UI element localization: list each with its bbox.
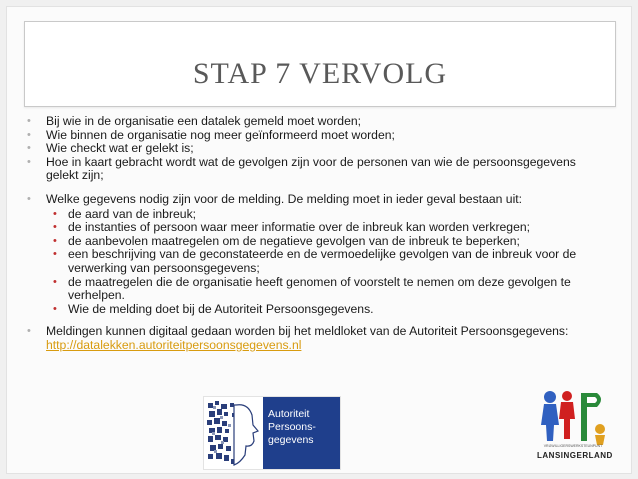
lans-subtitle: VRIJWILLIGERSWERKSTEUNPUNT (543, 444, 603, 448)
autoriteit-persoonsgegevens-logo (203, 396, 341, 470)
list-item: • Wie checkt wat er gelekt is; (27, 141, 194, 156)
sub-list-item: • de aard van de inbreuk; (53, 206, 197, 221)
lans-name: LANSINGERLAND (537, 451, 613, 460)
bullet-dot-icon: • (27, 192, 31, 205)
sub-list-item: • Wie de melding doet bij de Autoriteit Persoonsgegevens. (53, 301, 374, 316)
ap-label-panel: Autoriteit Persoons- gegevens (263, 397, 340, 469)
bullet-dot-icon: • (27, 142, 31, 155)
list-item: • Bij wie in de organisatie een datalek gemeld moet worden; (27, 114, 362, 128)
sub-list-item: • de maatregelen die de organisatie heeft genomen of voorstelt te nemen om deze gevolgen te verhelpen. (53, 274, 571, 303)
bullet-dot-icon: • (27, 128, 31, 141)
bullet-list-group1 (26, 115, 606, 183)
lansingerland-logo (537, 389, 613, 469)
sub-bullet-dot-icon: • (53, 234, 57, 247)
sub-list-item: • de instanties of persoon waar meer informatie over de inbreuk kan worden verkregen; (53, 220, 531, 235)
meldloket-link[interactable]: http://datalekken.autoriteitpersoonsgegevens.nl (46, 337, 302, 352)
slide-content (26, 115, 606, 353)
sub-bullet-dot-icon: • (53, 207, 57, 220)
sub-bullet-dot-icon: • (53, 275, 57, 288)
bullet-dot-icon: • (27, 155, 31, 168)
title-box (24, 21, 616, 107)
sub-list-item: • de aanbevolen maatregelen om de negatieve gevolgen van de inbreuk te beperken; (53, 233, 520, 248)
bullet-list-melding (26, 193, 606, 316)
list-item: • Wie binnen de organisatie nog meer geïnformeerd moet worden; (27, 127, 395, 142)
sub-bullet-dot-icon: • (53, 248, 57, 261)
sub-bullet-dot-icon: • (53, 221, 57, 234)
list-item: • Meldingen kunnen digitaal gedaan worden bij het meldloket van de Autoriteit Persoonsgegevens: http://datalekken.autoriteitpersoonsgegevens.nl (27, 324, 569, 352)
list-item: • Welke gegevens nodig zijn voor de melding. De melding moet in ieder geval bestaan uit: • de aard van de inbreuk; • de instanties of persoon waar meer informatie over de inbreuk kan worden verkregen; • de aanbevolen maatregelen om de negatieve gevolgen van de inbreuk te beperken; • een beschrijving van de geconstateerde en de vermoedelijke gevolgen van de inbreuk voor de verwerking van persoonsgegevens; • de maatregelen die de organisatie heeft genomen of voorstelt te nemen om deze gevolgen te verhelpen. • Wie de melding doet bij de Autoriteit Persoonsgegevens. (26, 193, 606, 316)
slide-title: STAP 7 VERVOLG (192, 57, 448, 90)
bullet-list-digitaal (26, 325, 606, 352)
sub-list-item: • een beschrijving van de geconstateerde en de vermoedelijke gevolgen van de inbreuk voor de verwerking van persoonsgegevens; (53, 247, 577, 275)
sub-bullet-list (46, 208, 606, 317)
bullet-dot-icon: • (27, 325, 31, 338)
bullet-dot-icon: • (27, 115, 31, 127)
face-mosaic-icon (206, 399, 261, 467)
list-item: • Hoe in kaart gebracht wordt wat de gevolgen zijn voor de personen van wie de persoonsgegevens gelekt zijn; (27, 154, 576, 183)
sub-bullet-dot-icon: • (53, 302, 57, 315)
vip-figures-icon (537, 389, 609, 447)
